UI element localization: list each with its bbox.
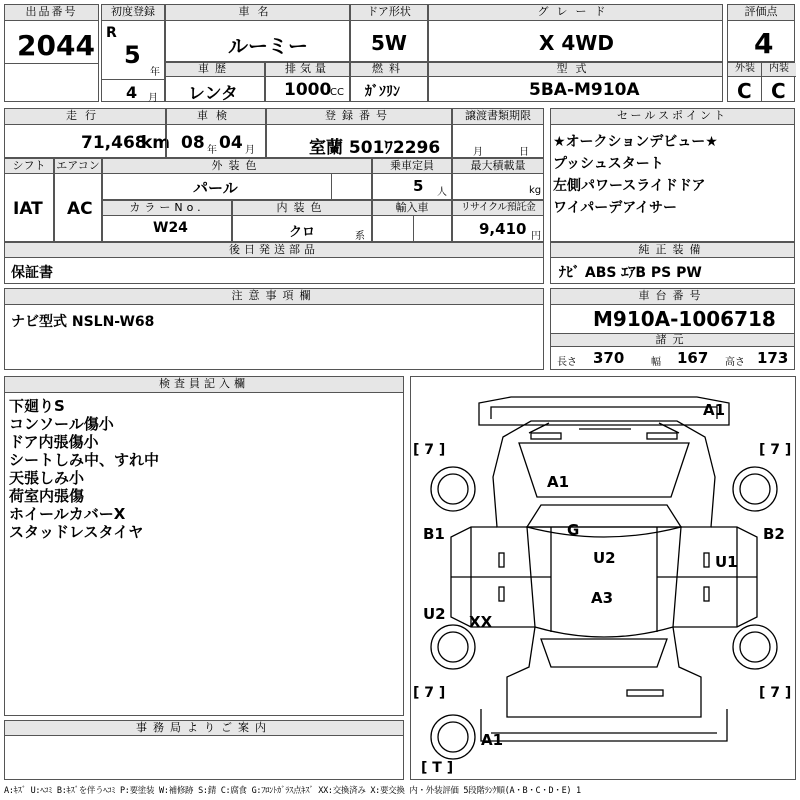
inspection-year: 08 xyxy=(181,133,205,153)
equipment-box xyxy=(550,242,795,284)
int-color-unit: 系 xyxy=(355,231,365,242)
history: レンタ xyxy=(188,84,238,104)
later-parts: 保証書 xyxy=(11,265,53,281)
grade-label: グレード xyxy=(429,5,722,21)
int-color-box xyxy=(232,200,372,242)
first-reg-year: 5 xyxy=(124,41,141,69)
transfer-box xyxy=(452,108,544,158)
km-unit: km xyxy=(141,133,171,153)
inspector-line: ホイールカバーX xyxy=(9,505,126,523)
shift-label: シフト xyxy=(5,159,53,174)
color-no: W24 xyxy=(153,220,188,236)
reg-label: 登録番号 xyxy=(267,109,451,125)
mileage-label: 走行 xyxy=(5,109,165,125)
transfer-month: 月 xyxy=(473,147,483,158)
equipment: ﾅﾋﾞ ABS ｴｱB PS PW xyxy=(559,265,702,281)
recycle-box xyxy=(452,200,544,242)
load-box xyxy=(452,158,544,200)
length-label: 長さ xyxy=(557,357,577,368)
sales-point: ★オークションデビュー★ xyxy=(553,134,718,150)
rating-label: 評価点 xyxy=(728,5,794,21)
color-box xyxy=(102,158,372,200)
load-label: 最大積載量 xyxy=(453,159,543,174)
displacement: 1000 xyxy=(284,80,332,100)
mileage: 71,468 xyxy=(81,133,147,153)
damage-mark: A1 xyxy=(547,473,570,491)
model-box xyxy=(428,62,723,102)
int-color-label: 内装色 xyxy=(233,201,371,216)
inspector-line: 下廻りS xyxy=(9,397,65,415)
era: R xyxy=(106,25,117,41)
insp-year-suffix: 年 xyxy=(207,145,217,156)
fuel: ｶﾞｿﾘﾝ xyxy=(365,84,400,100)
chassis-box xyxy=(550,288,795,370)
notes-box xyxy=(4,288,544,370)
height: 173 xyxy=(757,349,789,367)
ext-label: 外装 xyxy=(728,63,762,77)
length: 370 xyxy=(593,349,625,367)
ac-box xyxy=(54,158,102,242)
inspector-line: スタッドレスタイヤ xyxy=(9,523,144,541)
recycle-label: リサイクル預託金 xyxy=(453,201,543,216)
transfer-day: 日 xyxy=(519,147,529,158)
inspector-line: 荷室内張傷 xyxy=(9,487,85,505)
damage-mark: U2 xyxy=(593,549,616,567)
load-unit: kg xyxy=(529,185,542,196)
first-registration-box xyxy=(101,4,165,102)
damage-mark: U2 xyxy=(423,605,446,623)
dims-label: 諸元 xyxy=(551,333,794,347)
inspection-month: 04 xyxy=(219,133,243,153)
notes-label: 注意事項欄 xyxy=(5,289,543,305)
sales-point: ワイパーデアイサー xyxy=(553,200,678,216)
ac-label: エアコン xyxy=(56,159,100,172)
sales-point: 左側パワースライドドア xyxy=(553,178,706,194)
rating: 4 xyxy=(754,27,774,60)
capacity-label: 乗車定員 xyxy=(373,159,451,174)
cc-unit: CC xyxy=(330,87,344,98)
door-box xyxy=(350,4,428,62)
model-code: 5BA-M910A xyxy=(529,80,640,100)
car-name-box xyxy=(165,4,350,62)
grade: X 4WD xyxy=(539,31,614,55)
legend: A:ｷｽﾞ U:ﾍｺﾐ B:ｷｽﾞを伴うﾍｺﾐ P:要塗装 W:補修跡 S:錆 C:腐食 G:ﾌﾛﾝﾄｶﾞﾗｽ点ｷｽﾞ XX:交換済み X:要交換 内・外装評価 5段階ﾗﾝｸ順(A・B・C・D・E) 1 xyxy=(4,786,581,796)
equipment-label: 純正装備 xyxy=(551,243,794,258)
car-name-label: 車名 xyxy=(166,5,349,21)
damage-mark: A3 xyxy=(591,589,614,607)
office-box xyxy=(4,720,404,780)
door-label: ドア形状 xyxy=(351,5,427,21)
lot-label: 出品番号 xyxy=(5,5,98,21)
transfer-label: 譲渡書類期限 xyxy=(453,109,543,125)
tire-label: [ T ] xyxy=(421,760,454,776)
first-reg-month: 4 xyxy=(126,83,138,102)
inspector-line: コンソール傷小 xyxy=(9,415,114,433)
int-grade: C xyxy=(771,79,786,103)
width: 167 xyxy=(677,349,709,367)
recycle-deposit: 9,410 xyxy=(479,220,527,238)
yen-unit: 円 xyxy=(531,231,541,242)
office-label: 事務局よりご案内 xyxy=(5,721,403,736)
inspector-line: ドア内張傷小 xyxy=(9,433,99,451)
door-type: 5W xyxy=(371,31,407,55)
capacity-unit: 人 xyxy=(437,187,447,198)
first-reg-label: 初度登録 xyxy=(102,5,164,21)
inspection-box xyxy=(166,108,266,158)
lot-box xyxy=(4,4,99,102)
later-parts-label: 後日発送部品 xyxy=(5,243,543,258)
tire-label: [ 7 ] xyxy=(759,685,792,701)
notes: ナビ型式 NSLN-W68 xyxy=(11,314,155,330)
damage-mark: A1 xyxy=(703,401,726,419)
month-suffix: 月 xyxy=(148,93,158,104)
reg-number: 室蘭 501ﾜ2296 xyxy=(309,138,441,158)
mileage-box xyxy=(4,108,171,158)
history-box xyxy=(165,62,265,102)
sales-points-label: セールスポイント xyxy=(551,109,794,125)
registration-box xyxy=(266,108,452,158)
ext-int-box xyxy=(727,62,795,102)
damage-mark: B2 xyxy=(763,525,785,543)
displacement-label: 排気量 xyxy=(266,63,349,77)
damage-mark: U1 xyxy=(715,553,738,571)
int-color: クロ xyxy=(289,225,316,240)
year-suffix: 年 xyxy=(150,67,160,78)
chassis-number: M910A-1006718 xyxy=(593,307,776,331)
grade-box xyxy=(428,4,723,62)
lot-number: 2044 xyxy=(17,29,95,62)
inspector-label: 検査員記入欄 xyxy=(5,377,403,393)
later-parts-box xyxy=(4,242,544,284)
tire-label: [ 7 ] xyxy=(413,685,446,701)
chassis-label: 車台番号 xyxy=(551,289,794,305)
car-diagram-svg xyxy=(411,377,797,781)
history-label: 車歴 xyxy=(166,63,264,77)
width-label: 幅 xyxy=(651,357,661,368)
car-name: ルーミー xyxy=(228,34,308,58)
damage-mark: A1 xyxy=(481,731,504,749)
color-no-label: カラーNo. xyxy=(103,201,231,216)
damage-mark: G xyxy=(567,521,580,539)
rating-box xyxy=(727,4,795,62)
insp-month-suffix: 月 xyxy=(245,145,255,156)
damage-mark: B1 xyxy=(423,525,445,543)
inspector-box xyxy=(4,376,404,716)
ac: AC xyxy=(67,199,93,219)
capacity: 5 xyxy=(413,177,424,195)
inspection-label: 車検 xyxy=(167,109,265,125)
tire-label: [ 7 ] xyxy=(413,442,446,458)
int-label: 内装 xyxy=(762,63,796,77)
tire-label: [ 7 ] xyxy=(759,442,792,458)
ext-grade: C xyxy=(737,79,752,103)
color-label: 外装色 xyxy=(103,159,371,174)
color-no-box xyxy=(102,200,232,242)
damage-mark: XX xyxy=(469,613,493,631)
sales-point: プッシュスタート xyxy=(553,156,664,172)
car-diagram xyxy=(410,376,796,780)
inspector-line: シートしみ中、すれ中 xyxy=(9,451,160,469)
sales-points-box xyxy=(550,108,795,242)
fuel-box xyxy=(350,62,428,102)
fuel-label: 燃料 xyxy=(351,63,427,77)
capacity-box xyxy=(372,158,452,200)
color: パール xyxy=(193,179,238,197)
shift: IAT xyxy=(13,199,43,219)
model-label: 型式 xyxy=(429,63,722,77)
inspector-line: 天張しみ小 xyxy=(9,469,85,487)
displacement-box xyxy=(265,62,350,102)
import-label: 輸入車 xyxy=(373,201,451,216)
height-label: 高さ xyxy=(725,357,745,368)
shift-box xyxy=(4,158,54,242)
import-box xyxy=(372,200,452,242)
